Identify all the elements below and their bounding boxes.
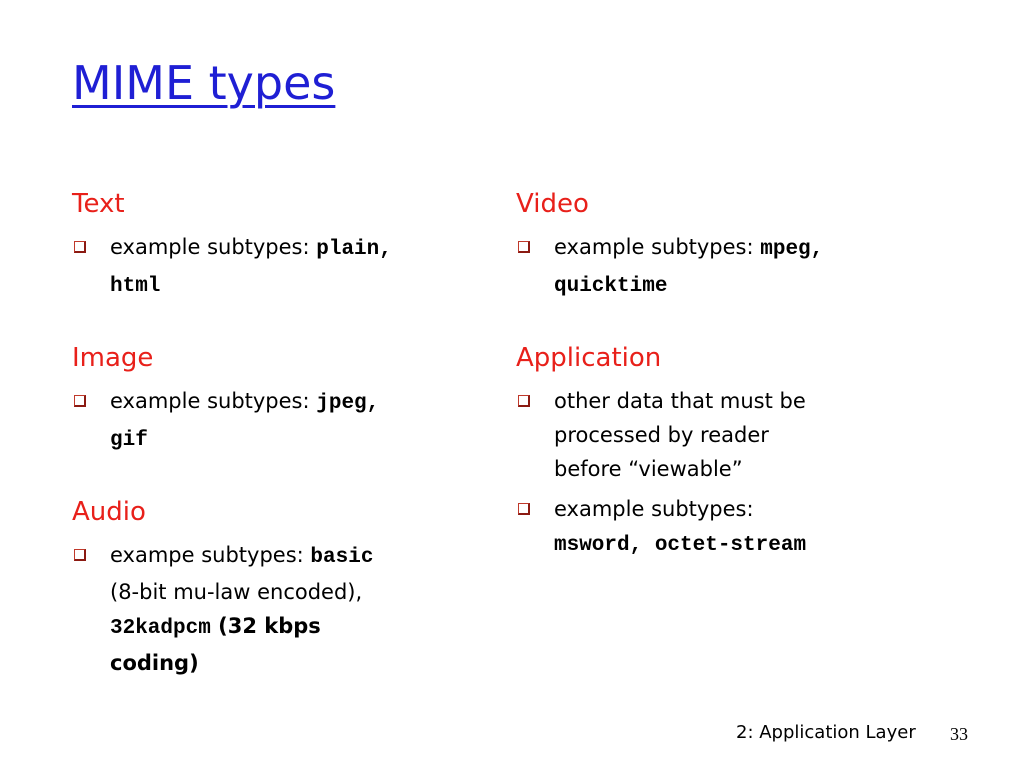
section-heading-audio: Audio — [72, 497, 146, 527]
audio-kbps-note: (32 kbps — [210, 614, 321, 638]
footer-label: 2: Application Layer — [736, 722, 916, 743]
code-msword-octet-stream: msword, octet-stream — [554, 534, 807, 557]
square-bullet-icon — [518, 395, 530, 407]
bullet-application-description — [516, 384, 936, 486]
code-32kadpcm: 32kadpcm — [110, 617, 211, 640]
section-audio — [72, 494, 472, 680]
code-quicktime: quicktime — [554, 275, 668, 298]
code-html: html — [110, 275, 161, 298]
section-image — [72, 340, 472, 458]
page-number: 33 — [950, 724, 968, 744]
section-heading-application: Application — [516, 343, 662, 373]
app-desc-line3: before “viewable” — [554, 457, 743, 481]
right-column — [516, 186, 936, 599]
bullet-prefix: example subtypes: — [110, 235, 317, 259]
left-column — [72, 186, 472, 716]
code-mpeg: mpeg, — [760, 238, 824, 261]
bullet-prefix: exampe subtypes: — [110, 543, 311, 567]
square-bullet-icon — [518, 241, 530, 253]
section-text — [72, 186, 472, 304]
audio-coding-note: coding) — [110, 651, 199, 675]
square-bullet-icon — [74, 549, 86, 561]
app-desc-line1: other data that must be — [554, 389, 806, 413]
code-plain: plain, — [316, 238, 392, 261]
section-video — [516, 186, 936, 304]
section-heading-text: Text — [72, 189, 125, 219]
section-heading-video: Video — [516, 189, 589, 219]
bullet-image-subtypes — [72, 384, 472, 458]
bullet-application-subtypes — [516, 492, 936, 563]
bullet-prefix: example subtypes: — [554, 235, 761, 259]
code-basic: basic — [310, 546, 374, 569]
bullet-video-subtypes — [516, 230, 936, 304]
section-application — [516, 340, 936, 563]
square-bullet-icon — [74, 395, 86, 407]
bullet-audio-subtypes — [72, 538, 472, 680]
section-heading-image: Image — [72, 343, 154, 373]
square-bullet-icon — [518, 503, 530, 515]
code-gif: gif — [110, 429, 148, 452]
square-bullet-icon — [74, 241, 86, 253]
page-title: MIME types — [72, 56, 336, 110]
bullet-text-subtypes — [72, 230, 472, 304]
code-jpeg: jpeg, — [316, 392, 380, 415]
audio-encoding-note: (8-bit mu-law encoded), — [110, 580, 363, 604]
bullet-prefix: example subtypes: — [554, 497, 754, 521]
bullet-prefix: example subtypes: — [110, 389, 317, 413]
app-desc-line2: processed by reader — [554, 423, 769, 447]
